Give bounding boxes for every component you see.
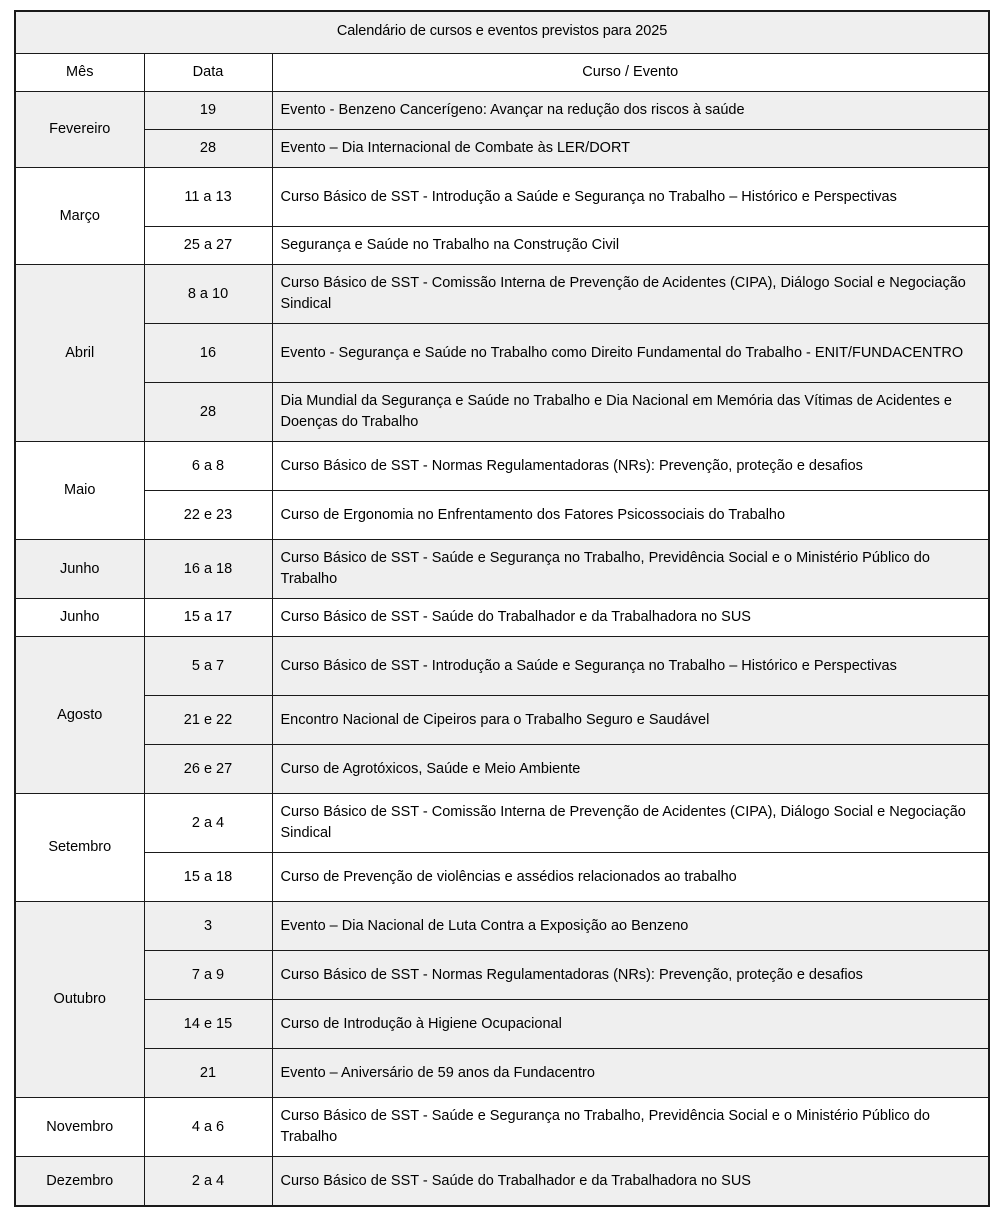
date-cell: 16 a 18: [144, 540, 272, 599]
month-cell: Maio: [15, 442, 144, 540]
month-cell: Março: [15, 168, 144, 265]
date-cell: 11 a 13: [144, 168, 272, 227]
date-cell: 26 e 27: [144, 745, 272, 794]
event-cell: Curso Básico de SST - Normas Regulamentadoras (NRs): Prevenção, proteção e desafios: [272, 951, 989, 1000]
month-cell: Dezembro: [15, 1157, 144, 1207]
month-cell: Agosto: [15, 637, 144, 794]
table-body: [15, 92, 989, 1207]
event-cell: Curso de Prevenção de violências e assédios relacionados ao trabalho: [272, 853, 989, 902]
table-row: [15, 491, 989, 540]
event-cell: Evento – Aniversário de 59 anos da Fundacentro: [272, 1049, 989, 1098]
date-cell: 19: [144, 92, 272, 130]
event-cell: Evento – Dia Nacional de Luta Contra a Exposição ao Benzeno: [272, 902, 989, 951]
date-cell: 2 a 4: [144, 794, 272, 853]
page-title: Calendário de cursos e eventos previstos para 2025: [15, 11, 989, 54]
column-header-mes: Mês: [15, 54, 144, 92]
column-header-data: Data: [144, 54, 272, 92]
month-cell: Novembro: [15, 1098, 144, 1157]
event-cell: Encontro Nacional de Cipeiros para o Trabalho Seguro e Saudável: [272, 696, 989, 745]
table-row: [15, 1049, 989, 1098]
event-cell: Curso Básico de SST - Saúde do Trabalhador e da Trabalhadora no SUS: [272, 599, 989, 637]
date-cell: 8 a 10: [144, 265, 272, 324]
table-row: [15, 324, 989, 383]
event-cell: Curso de Introdução à Higiene Ocupacional: [272, 1000, 989, 1049]
month-cell: Outubro: [15, 902, 144, 1098]
column-header-row: [15, 54, 989, 92]
table-row: [15, 794, 989, 853]
date-cell: 14 e 15: [144, 1000, 272, 1049]
table-header: [15, 11, 989, 92]
month-cell: Fevereiro: [15, 92, 144, 168]
table-row: [15, 902, 989, 951]
date-cell: 25 a 27: [144, 227, 272, 265]
date-cell: 21: [144, 1049, 272, 1098]
event-cell: Curso Básico de SST - Introdução a Saúde e Segurança no Trabalho – Histórico e Perspectivas: [272, 168, 989, 227]
date-cell: 16: [144, 324, 272, 383]
event-cell: Curso Básico de SST - Saúde do Trabalhador e da Trabalhadora no SUS: [272, 1157, 989, 1207]
table-row: [15, 696, 989, 745]
date-cell: 22 e 23: [144, 491, 272, 540]
date-cell: 4 a 6: [144, 1098, 272, 1157]
table-row: [15, 442, 989, 491]
calendar-table: [14, 10, 990, 1207]
event-cell: Curso Básico de SST - Introdução a Saúde e Segurança no Trabalho – Histórico e Perspectivas: [272, 637, 989, 696]
date-cell: 15 a 17: [144, 599, 272, 637]
month-cell: Abril: [15, 265, 144, 442]
table-row: [15, 265, 989, 324]
date-cell: 21 e 22: [144, 696, 272, 745]
title-row: [15, 11, 989, 54]
date-cell: 2 a 4: [144, 1157, 272, 1207]
event-cell: Evento - Segurança e Saúde no Trabalho como Direito Fundamental do Trabalho - ENIT/FUNDACENTRO: [272, 324, 989, 383]
table-row: [15, 130, 989, 168]
table-row: [15, 168, 989, 227]
date-cell: 28: [144, 383, 272, 442]
table-row: [15, 1000, 989, 1049]
event-cell: Curso Básico de SST - Saúde e Segurança no Trabalho, Previdência Social e o Ministério Público do Trabalho: [272, 540, 989, 599]
date-cell: 5 a 7: [144, 637, 272, 696]
table-row: [15, 92, 989, 130]
date-cell: 3: [144, 902, 272, 951]
table-row: [15, 1157, 989, 1207]
table-row: [15, 745, 989, 794]
table-row: [15, 540, 989, 599]
table-row: [15, 227, 989, 265]
table-row: [15, 853, 989, 902]
event-cell: Evento - Benzeno Cancerígeno: Avançar na redução dos riscos à saúde: [272, 92, 989, 130]
calendar-container: [14, 10, 988, 1207]
month-cell: Junho: [15, 540, 144, 599]
event-cell: Curso de Agrotóxicos, Saúde e Meio Ambiente: [272, 745, 989, 794]
month-cell: Junho: [15, 599, 144, 637]
event-cell: Curso Básico de SST - Comissão Interna de Prevenção de Acidentes (CIPA), Diálogo Social e Negociação Sindical: [272, 265, 989, 324]
event-cell: Curso Básico de SST - Saúde e Segurança no Trabalho, Previdência Social e o Ministério Público do Trabalho: [272, 1098, 989, 1157]
table-row: [15, 383, 989, 442]
table-row: [15, 1098, 989, 1157]
month-cell: Setembro: [15, 794, 144, 902]
column-header-curso: Curso / Evento: [272, 54, 989, 92]
event-cell: Segurança e Saúde no Trabalho na Construção Civil: [272, 227, 989, 265]
table-row: [15, 951, 989, 1000]
date-cell: 6 a 8: [144, 442, 272, 491]
event-cell: Curso Básico de SST - Normas Regulamentadoras (NRs): Prevenção, proteção e desafios: [272, 442, 989, 491]
table-row: [15, 599, 989, 637]
table-row: [15, 637, 989, 696]
event-cell: Dia Mundial da Segurança e Saúde no Trabalho e Dia Nacional em Memória das Vítimas de Acidentes e Doenças do Trabalho: [272, 383, 989, 442]
event-cell: Curso de Ergonomia no Enfrentamento dos Fatores Psicossociais do Trabalho: [272, 491, 989, 540]
event-cell: Curso Básico de SST - Comissão Interna de Prevenção de Acidentes (CIPA), Diálogo Social e Negociação Sindical: [272, 794, 989, 853]
date-cell: 28: [144, 130, 272, 168]
event-cell: Evento – Dia Internacional de Combate às LER/DORT: [272, 130, 989, 168]
date-cell: 15 a 18: [144, 853, 272, 902]
date-cell: 7 a 9: [144, 951, 272, 1000]
